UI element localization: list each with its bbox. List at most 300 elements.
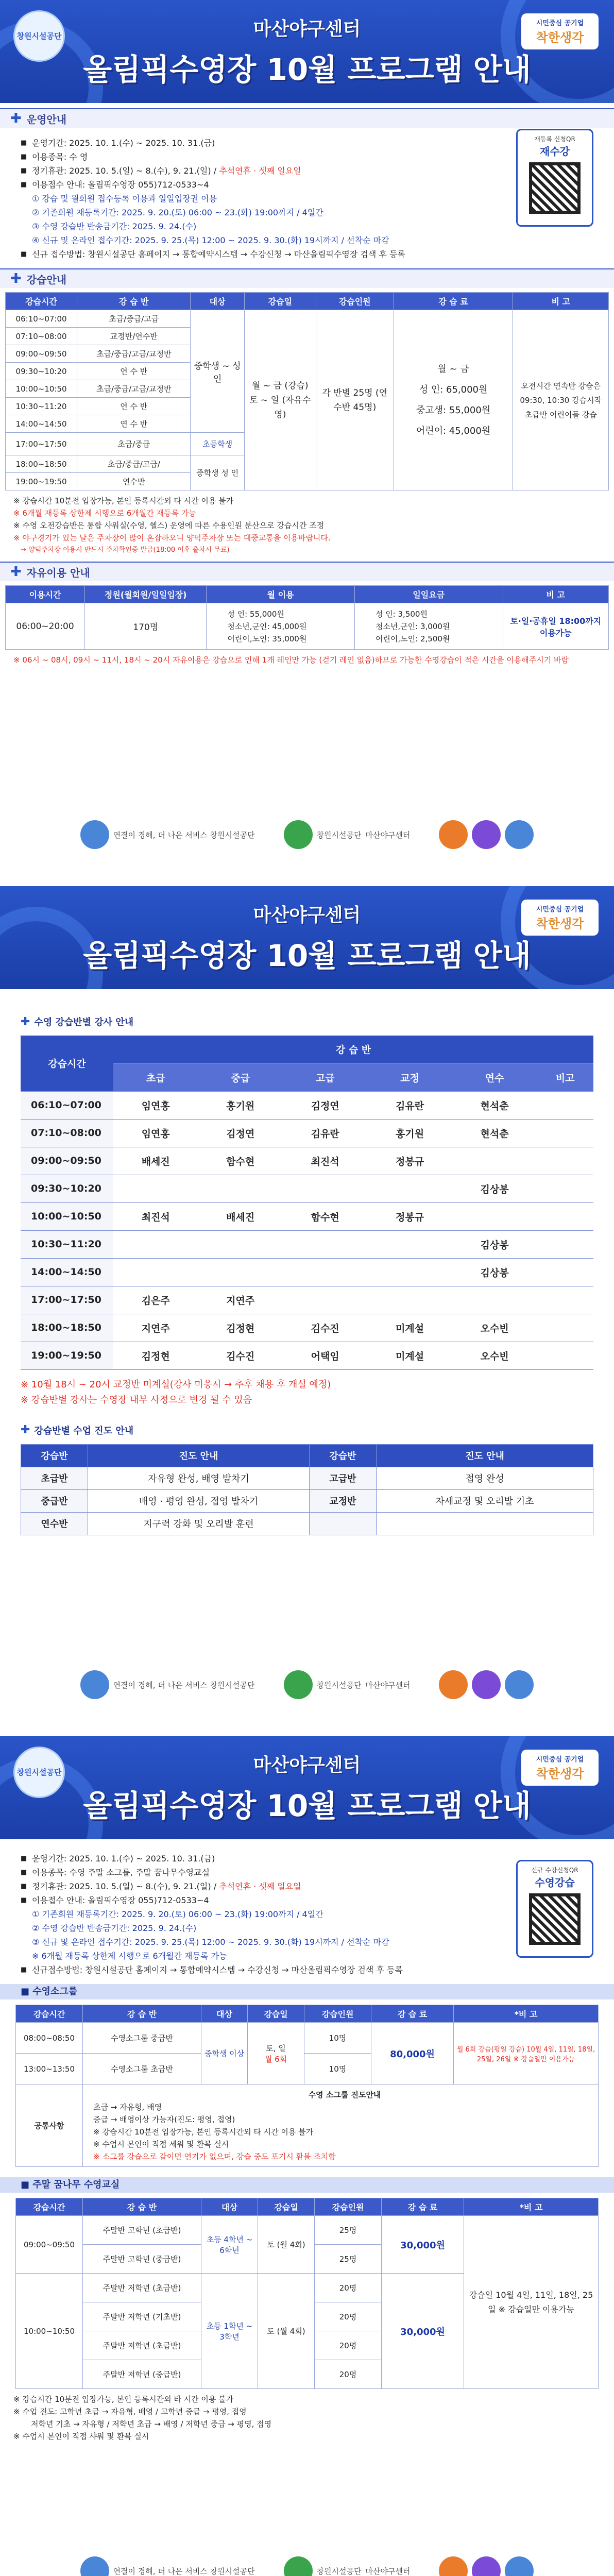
header-banner [0,0,614,103]
class-days [248,2023,304,2084]
common-line: ※ 수업시 본인이 직접 세워 및 환복 실시 [93,2139,229,2149]
class-time: 10:00~10:50 [6,380,77,398]
instructor-name: 현석춘 [452,1091,537,1119]
instructor-name: 지연주 [198,1286,282,1314]
class-target: 중학생 ~ 성 인 [191,310,244,433]
col-header: 강습시간 [16,2005,83,2023]
table-row [21,1489,593,1512]
class-fee: 80,000원 [371,2023,454,2084]
small-group-table [15,2005,599,2167]
note: ※ 수업시 본인이 직접 샤워 및 환복 실시 [13,2432,149,2441]
level-header: 고급 [283,1063,367,1091]
panel-2 [0,886,614,1721]
col-header: 강습인원 [316,293,394,310]
common-content [83,2084,599,2167]
class-days: 월 ~ 금 (강습) 토 ~ 일 (자유수영) [244,310,316,490]
instructor-name: 김유란 [283,1119,367,1147]
ops-item: ■ 이용접수 안내: 올림픽수영장 055)712-0533~4 [21,1893,614,1907]
class-level: 수영소그룹 중급반 [83,2023,201,2054]
instructor-name: 최진석 [283,1147,367,1175]
badge-icon [505,1670,534,1699]
col-header: 이용시간 [6,586,85,603]
free-time: 06:00~20:00 [6,603,85,650]
common-label: 공통사항 [16,2084,83,2167]
class-time: 09:00~09:50 [6,345,77,363]
instructor-name: 김정현 [198,1314,282,1342]
instructor-name: 오수빈 [452,1314,537,1342]
day-text: 토, 일 [266,2043,286,2053]
col-header: 정원(월회원/일일입장) [85,586,207,603]
slogan-icon [80,2556,109,2576]
class-capacity: 각 반별 25명 (연수반 45명) [316,310,394,490]
progress-rows [21,1467,593,1535]
instructor-name: 최진석 [113,1202,198,1230]
corp-logo-icon [284,1670,313,1699]
plus-icon: ✚ [21,1423,30,1436]
class-time: 10:30~11:20 [6,398,77,415]
class-time: 09:00~09:50 [16,2216,83,2274]
badge-icon [472,820,501,849]
badge-icon [505,2556,534,2576]
level-name: 중급반 [21,1489,88,1512]
instructor-name: 김상봉 [452,1258,537,1286]
class-capacity: 10명 [304,2023,371,2054]
slogan-text: 연결이 경해, 더 나은 서비스 창원시설공단 [113,1680,255,1690]
class-time: 13:00~13:50 [16,2054,83,2084]
corp-logo-icon [284,820,313,849]
fee-item: 어린이: 45,000원 [416,425,491,436]
class-target: 중학생 성 인 [191,455,244,490]
fee-item: 어린이,노인: 2,500원 [375,634,450,643]
col-header: 비 고 [513,293,609,310]
corp-logo-text: 창원시설공단 [316,1680,362,1690]
badge-icon [472,1670,501,1699]
ops-step: ③ 신규 및 온라인 접수기간: 2025. 9. 25.(목) 12:00 ~ 2025. 9. 30.(화) 19시까지 / 선착순 마감 [32,1937,389,1947]
common-line: ※ 소그룹 강습으로 같이면 연기가 없으며, 강습 중도 포기시 환불 조치함 [93,2151,336,2161]
class-level: 초급/중급/고급/교정반 [77,380,191,398]
slogan-text: 연결이 경해, 더 나은 서비스 창원시설공단 [113,830,255,840]
col-header: 월 이용 [207,586,355,603]
level-header: 중급 [198,1063,282,1091]
class-time: 14:00~14:50 [21,1258,113,1286]
class-level: 주말반 저학년 (초급반) [83,2274,201,2302]
plus-icon: ✚ [10,564,22,580]
col-header: 강 습 료 [382,2198,464,2216]
reg-red: 추석연휴 · 셋째 일요일 [219,1882,301,1891]
class-level: 초급/중급/고급 [77,310,191,328]
instructor-name [198,1175,282,1202]
footer-badges [434,1669,539,1700]
class-days: 토 (월 4회) [258,2274,315,2389]
instructor-name [452,1202,537,1230]
class-time: 17:00~17:50 [6,433,77,455]
badge-icon [439,2556,468,2576]
instructor-name: 정봉규 [367,1147,452,1175]
footer-logo [279,1669,416,1700]
progress-label: 수영 소그룹 진도안내 [308,2090,381,2099]
ops-step: ① 강습 및 월회원 접수등록 이용과 일일입장권 이용 [32,194,217,204]
instructor-title [0,1015,614,1028]
note: ※ 6개월 재등록 상한제 시행으로 6개월간 재등록 가능 [13,509,196,518]
col-header: *비 고 [454,2005,599,2023]
class-time: 19:00~19:50 [6,473,77,490]
class-capacity: 20명 [315,2331,382,2360]
instructor-name [367,1175,452,1202]
col-header: 강습인원 [315,2198,382,2216]
footer-badges [434,819,539,850]
level-name: 연수반 [21,1512,88,1535]
instructor-name: 현석춘 [452,1119,537,1147]
instructor-name [537,1314,593,1342]
table-row [21,1512,593,1535]
ops-item: ■ 신규접수방법: 창원시설공단 홈페이지 → 통합예약시스템 → 수강신청 → 마산올림픽수영장 검색 후 등록 [21,1963,614,1977]
note: ※ 수영 오전강습반은 통합 샤워실(수영, 헬스) 운영에 따른 수용인원 분산으로 강습시간 조정 [13,521,325,530]
instructor-name: 김수진 [283,1314,367,1342]
panel-1 [0,0,614,871]
page-title: 올림픽수영장 10월 프로그램 안내 [83,1788,531,1823]
qr-code-icon [529,162,581,214]
fee-item: 청소년,군인: 45,000원 [227,621,307,631]
class-level: 교정반/연수반 [77,328,191,345]
instructor-name: 미계설 [367,1342,452,1369]
class-level: 주말반 저학년 (중급반) [83,2360,201,2389]
instructor-name [452,1147,537,1175]
col-header: 강 습 반 [113,1036,593,1063]
footer-logos [0,1659,614,1710]
col-header: 강습인원 [304,2005,371,2023]
progress-text: 배영 · 평영 완성, 접영 발차기 [88,1489,310,1512]
qr-label: 수영강습 [535,1876,575,1889]
progress-table [21,1444,593,1535]
class-fee: 30,000원 [382,2274,464,2389]
class-level: 초급/중급/고급/교정반 [77,345,191,363]
class-level: 주말반 저학년 (초급반) [83,2331,201,2360]
table-row [21,1342,593,1369]
instructor-name: 함수현 [283,1202,367,1230]
progress-text: 자세교정 및 오리발 기초 [377,1489,593,1512]
class-level: 초급/중급 [77,433,191,455]
instructor-name [283,1230,367,1258]
mascot-logo: 창원시설공단 [13,1747,65,1798]
ops-item: ■ 운영기간: 2025. 10. 1.(수) ~ 2025. 10. 31.(금) [21,136,614,150]
ops-step: ※ 6개월 재등록 상한제 시행으로 6개월간 재등록 가능 [32,1951,227,1961]
instructor-name: 김정연 [283,1091,367,1119]
class-time: 14:00~14:50 [6,415,77,433]
col-header: 일일요금 [354,586,503,603]
center-name: 마산야구센터 [253,19,361,40]
class-time: 19:00~19:50 [21,1342,113,1369]
note: ※ 수업 진도: 고학년 초급 → 자유형, 배영 / 고학년 중급 → 평영, 접영 [13,2407,247,2416]
instructor-name [367,1230,452,1258]
instructor-name [537,1258,593,1286]
table-row [21,1314,593,1342]
level-header: 초급 [113,1063,198,1091]
progress-line: 중급 → 배영이상 가능자(진도: 평영, 접영) [93,2114,235,2124]
level-header: 연수 [452,1063,537,1091]
note: ※ 강습시간 10분전 입장가능, 본인 등록시간외 타 시간 이용 불가 [13,496,234,505]
col-header: 대상 [191,293,244,310]
footer-logos [0,809,614,860]
class-fee: 30,000원 [382,2216,464,2274]
col-header: 강 습 반 [77,293,191,310]
kids-title [0,2177,614,2193]
col-header: 진도 안내 [377,1444,593,1467]
reg-text: 정기휴관: 2025. 10. 5.(일) ~ 8.(수), 9. 21.(일) / [32,166,219,176]
center-logo-text: 마산야구센터 [365,2566,411,2576]
instructor-name [283,1175,367,1202]
note: ※ 야구경기가 있는 날은 주차장이 많이 혼잡하오니 양덕주차장 또는 대중교통을 이용바랍니다. [13,533,331,543]
class-level: 연 수 반 [77,363,191,380]
instructor-name: 오수빈 [452,1342,537,1369]
header-banner [0,886,614,989]
class-capacity: 20명 [315,2302,382,2331]
instructor-name: 어택임 [283,1342,367,1369]
class-target: 초등 4학년 ~ 6학년 [201,2216,258,2274]
instructor-name: 임연홍 [113,1119,198,1147]
class-time: 09:30~10:20 [6,363,77,380]
table-row [21,1258,593,1286]
class-time: 10:00~10:50 [16,2274,83,2389]
col-header: 강습일 [258,2198,315,2216]
table-row [21,1175,593,1202]
footer-slogan [75,2555,260,2576]
class-target: 초등 1학년 ~ 3학년 [201,2274,258,2389]
col-header: 강습반 [310,1444,377,1467]
section-title: 수영 강습반별 강사 안내 [34,1017,134,1028]
instructor-name: 김수진 [198,1342,282,1369]
instructor-name [537,1175,593,1202]
ops-item: ■ 이용종목: 수영 주말 소그룹, 주말 꿈나무수영교실 [21,1866,614,1879]
free-capacity: 170명 [85,603,207,650]
instructor-name [537,1286,593,1314]
class-note: 강습일 10월 4일, 11일, 18일, 25일 ※ 강습일만 이용가능 [464,2216,599,2389]
instructor-name [198,1258,282,1286]
col-header: 강습일 [244,293,316,310]
instructor-name: 임연홍 [113,1091,198,1119]
instructor-name: 지연주 [113,1314,198,1342]
day-count: 월 6회 [264,2054,287,2064]
section-classes [0,268,614,288]
fee-title: 월 ~ 금 [437,363,469,375]
col-header: 강 습 반 [83,2005,201,2023]
note: → 양덕주차장 이용시 반드시 주차확인증 발급(18:00 이후 출차시 무료) [21,546,230,554]
class-time: 17:00~17:50 [21,1286,113,1314]
fee-item: 중고생: 55,000원 [416,404,491,416]
kids-table [15,2198,599,2389]
progress-title [0,1423,614,1437]
qr-code-icon [529,1893,581,1945]
table-row [21,1119,593,1147]
section-title: 강습안내 [26,273,67,286]
instructor-notes [0,1377,614,1408]
panel-3 [0,1736,614,2576]
mascot-logo: 창원시설공단 [13,10,65,62]
ops-step: ② 수영 강습반 반송금기간: 2025. 9. 24.(수) [32,1923,197,1933]
note: ※ 강습시간 10분전 입장가능, 본인 등록시간외 타 시간 이용 불가 [13,2395,234,2404]
progress-text: 지구력 강화 및 오리발 훈련 [88,1512,310,1535]
class-level: 연수반 [77,473,191,490]
ops-step: ③ 수영 강습반 반송금기간: 2025. 9. 24.(수) [32,222,197,231]
free-note: 토·일·공휴일 18:00까지 이용가능 [503,603,608,650]
header-banner [0,1736,614,1839]
class-time: 06:10~07:00 [6,310,77,328]
note: ※ 10월 18시 ~ 20시 교정반 미계설(강사 미응시 → 추후 채용 후 개설 예정) [21,1379,331,1390]
table-row [21,1202,593,1230]
slogan-text: 연결이 경해, 더 나은 서비스 창원시설공단 [113,2566,255,2576]
col-header: 대상 [201,2005,248,2023]
col-header: 강습시간 [6,293,77,310]
footer-logo [279,2555,416,2576]
ops-item: ■ 이용종목: 수 영 [21,150,614,164]
class-capacity: 25명 [315,2245,382,2274]
col-header: 강 습 료 [394,293,513,310]
instructor-name [113,1175,198,1202]
section-title: 주말 꿈나무 수영교실 [32,2179,120,2190]
level-name: 고급반 [310,1467,377,1489]
col-header: *비 고 [464,2198,599,2216]
corp-logo [521,900,599,936]
instructor-name [537,1230,593,1258]
class-level: 주말반 저학년 (기초반) [83,2302,201,2331]
fee-item: 청소년,군인: 3,000원 [375,621,450,631]
corp-tagline: 시민중심 공기업 [536,906,584,913]
class-days: 토 (월 4회) [258,2216,315,2274]
section-ops [0,108,614,128]
corp-brand: 착한생각 [536,916,584,931]
instructor-name: 김상봉 [452,1175,537,1202]
bottom-notes [0,2393,614,2443]
plus-icon: ✚ [10,271,22,286]
table-row [21,1147,593,1175]
reg-red: 추석연휴 · 셋째 일요일 [219,166,301,176]
corp-tagline: 시민중심 공기업 [536,1756,584,1764]
class-fees [394,310,513,490]
footer-logos [0,2545,614,2576]
class-time: 06:10~07:00 [21,1091,113,1119]
ops-step: ④ 신규 및 온라인 접수기간: 2025. 9. 25.(목) 12:00 ~ 2025. 9. 30.(화) 19시까지 / 선착순 마감 [32,235,389,245]
class-level: 연 수 반 [77,415,191,433]
note: 저학년 기초 → 자유형 / 저학년 초급 → 배영 / 저학년 중급 → 평영, 접영 [31,2419,272,2429]
class-capacity: 20명 [315,2360,382,2389]
instructor-name [113,1258,198,1286]
free-month [207,603,355,650]
plus-icon: ✚ [21,1015,30,1028]
badge-icon [439,1670,468,1699]
slogan-icon [80,820,109,849]
col-header: 비 고 [503,586,608,603]
qr-signup[interactable] [516,1860,593,1958]
free-warning: ※ 06시 ~ 08시, 09시 ~ 11시, 18시 ~ 20시 자유이용은 강습으로 인해 1개 레인만 가능 (걷기 레인 없음)하므로 가능한 수영강습이 적은 시간을 이용해주시기 바람 [13,655,569,665]
page-title: 올림픽수영장 10월 프로그램 안내 [83,52,531,87]
qr-renewal[interactable] [516,129,593,227]
section-title: 강습반별 수업 진도 안내 [34,1425,134,1436]
class-capacity: 25명 [315,2216,382,2245]
col-header: 대상 [201,2198,258,2216]
free-table [5,585,609,650]
corp-tagline: 시민중심 공기업 [536,20,584,27]
col-header: 진도 안내 [88,1444,310,1467]
instructor-name [283,1258,367,1286]
section-title: 수영소그룹 [32,1986,78,1997]
corp-brand: 착한생각 [536,1766,584,1781]
instructor-name [367,1286,452,1314]
instructor-name [283,1286,367,1314]
instructor-name: 미계설 [367,1314,452,1342]
table-row [21,1091,593,1119]
footer-badges [434,2555,539,2576]
class-capacity: 20명 [315,2274,382,2302]
corp-logo [521,1750,599,1786]
qr-label: 재수강 [540,145,570,158]
instructor-name [113,1230,198,1258]
instructor-name: 김정현 [113,1342,198,1369]
footer-logo [279,819,416,850]
badge-icon [439,820,468,849]
badge-icon [505,820,534,849]
note: ※ 강습반별 강사는 수영장 내부 사정으로 변경 될 수 있음 [21,1394,252,1405]
class-time: 10:00~10:50 [21,1202,113,1230]
class-capacity: 10명 [304,2054,371,2084]
instructor-name: 김은주 [113,1286,198,1314]
class-time: 10:30~11:20 [21,1230,113,1258]
instructor-name: 배세진 [113,1147,198,1175]
col-header: 강 습 반 [83,2198,201,2216]
instructor-name [537,1091,593,1119]
corp-logo-text: 창원시설공단 [316,2566,362,2576]
class-table [5,292,609,490]
level-name [310,1512,377,1535]
col-header: 강습시간 [21,1036,113,1091]
class-time: 09:00~09:50 [21,1147,113,1175]
instructor-name: 김상봉 [452,1230,537,1258]
common-line: ※ 강습시간 10분전 입장가능, 본인 등록시간외 타 시간 이용 불가 [93,2127,314,2137]
instructor-name [537,1119,593,1147]
instructor-name [367,1258,452,1286]
instructor-name: 함수현 [198,1147,282,1175]
footer-slogan [75,819,260,850]
ops-item: ■ 운영기간: 2025. 10. 1.(수) ~ 2025. 10. 31.(금) [21,1852,614,1866]
class-level: 수영소그룹 초급반 [83,2054,201,2084]
class-target: 초등학생 [191,433,244,455]
plus-icon: ✚ [10,111,22,126]
badge-icon [472,2556,501,2576]
section-title: 자유이용 안내 [26,566,90,579]
class-time: 08:00~08:50 [16,2023,83,2054]
instructor-name [198,1230,282,1258]
center-name: 마산야구센터 [253,1755,361,1776]
fee-item: 성 인: 65,000원 [419,384,488,395]
reg-text: 정기휴관: 2025. 10. 5.(일) ~ 8.(수), 9. 21.(일) / [32,1882,219,1891]
page-title: 올림픽수영장 10월 프로그램 안내 [83,938,531,973]
class-level: 주말반 고학년 (중급반) [83,2245,201,2274]
corp-logo [521,13,599,49]
col-header: 강습시간 [16,2198,83,2216]
level-name: 교정반 [310,1489,377,1512]
instructor-name: 정봉규 [367,1202,452,1230]
free-daily [354,603,503,650]
progress-text: 자유형 완성, 배영 발차기 [88,1467,310,1489]
class-note: 오전시간 연속반 강습은 09:30, 10:30 강습시작 초급반 어린이들 강습 [513,310,609,490]
level-header: 교정 [367,1063,452,1091]
instructor-name: 홍기원 [198,1091,282,1119]
section-title: 운영안내 [26,113,67,126]
class-time: 18:00~18:50 [6,455,77,473]
corp-logo-icon [284,2556,313,2576]
ops-step: ① 기존회원 재등록기간: 2025. 9. 20.(토) 06:00 ~ 23.(화) 19:00까지 / 4일간 [32,1909,323,1919]
center-logo-text: 마산야구센터 [365,830,411,840]
level-name: 초급반 [21,1467,88,1489]
slogan-icon [80,1670,109,1699]
